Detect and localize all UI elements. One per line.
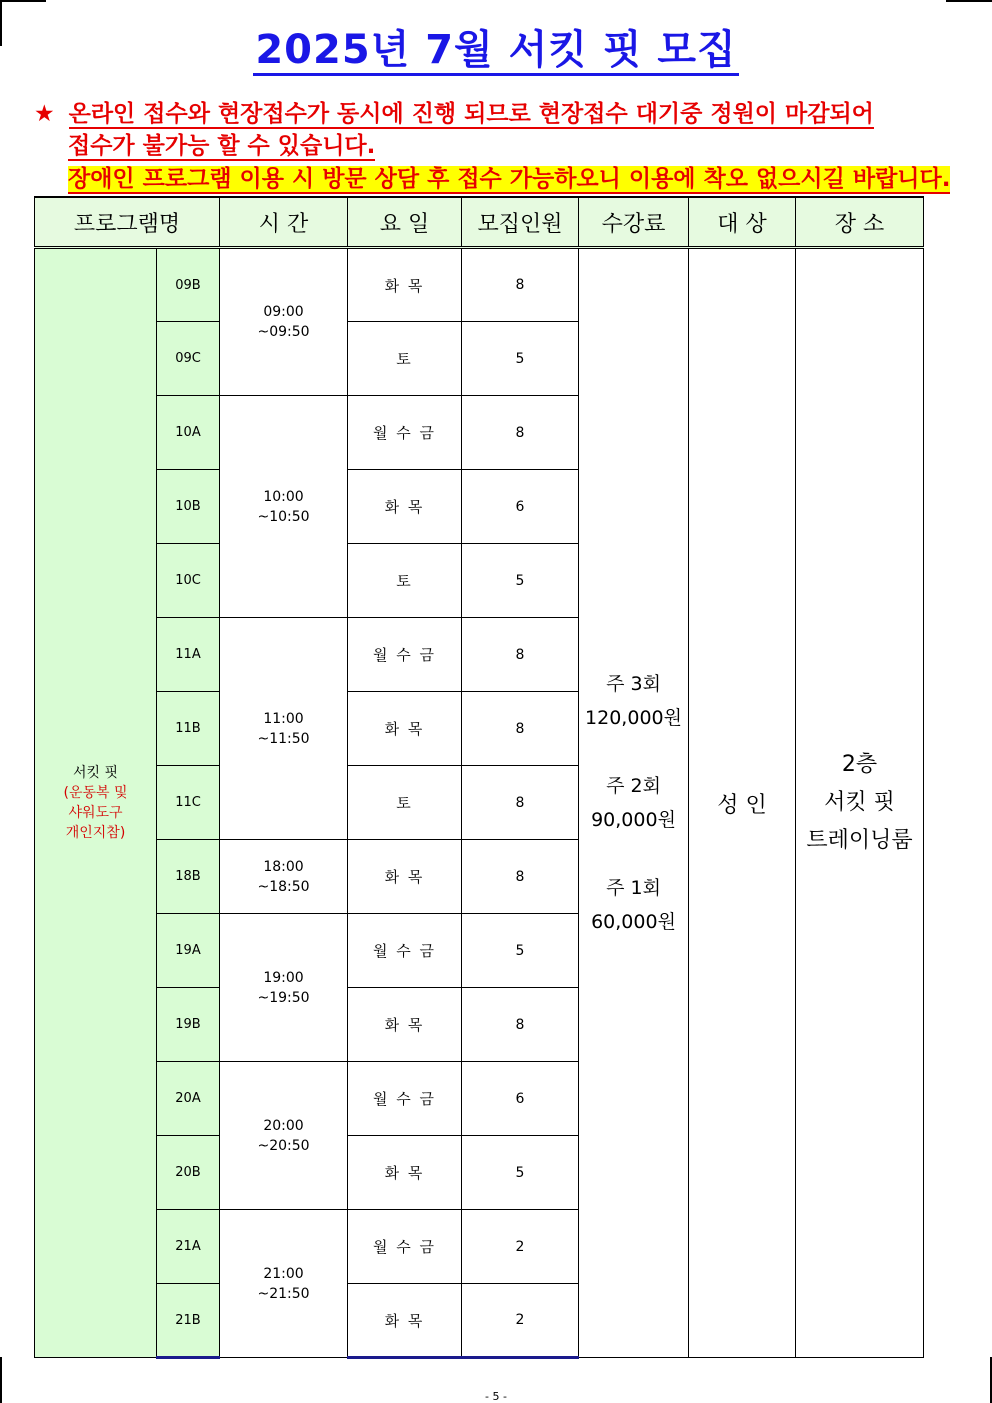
capacity-cell: 8 xyxy=(462,840,579,914)
time-cell: 20:00 ~20:50 xyxy=(220,1062,348,1210)
capacity-cell: 5 xyxy=(462,544,579,618)
class-code: 10C xyxy=(157,544,220,618)
capacity-cell: 2 xyxy=(462,1284,579,1358)
crop-mark xyxy=(946,0,992,2)
fee-label: 주 3회 xyxy=(606,673,661,695)
days-cell: 토 xyxy=(348,766,462,840)
time-cell: 21:00 ~21:50 xyxy=(220,1210,348,1358)
page-number: - 5 - xyxy=(485,1390,507,1403)
fee-label: 주 1회 xyxy=(606,877,661,899)
class-code: 18B xyxy=(157,840,220,914)
class-code: 19B xyxy=(157,988,220,1062)
header-time: 시 간 xyxy=(220,197,348,248)
capacity-cell: 8 xyxy=(462,248,579,322)
days-cell: 월 수 금 xyxy=(348,914,462,988)
page-title: 2025년 7월 서킷 핏 모집 xyxy=(0,26,992,74)
days-cell: 월 수 금 xyxy=(348,1062,462,1136)
fee-price: 90,000원 xyxy=(591,809,676,831)
capacity-cell: 5 xyxy=(462,1136,579,1210)
capacity-cell: 6 xyxy=(462,1062,579,1136)
class-code: 21B xyxy=(157,1284,220,1358)
program-note: (운동복 및 xyxy=(63,785,128,801)
header-target: 대 상 xyxy=(689,197,796,248)
place-cell: 2층 서킷 핏 트레이닝룸 xyxy=(796,248,924,1358)
time-cell: 11:00 ~11:50 xyxy=(220,618,348,840)
class-code: 11A xyxy=(157,618,220,692)
days-cell: 월 수 금 xyxy=(348,618,462,692)
program-note: 개인지참) xyxy=(65,825,126,841)
days-cell: 화 목 xyxy=(348,1136,462,1210)
capacity-cell: 5 xyxy=(462,914,579,988)
capacity-cell: 8 xyxy=(462,766,579,840)
capacity-cell: 8 xyxy=(462,396,579,470)
fee-price: 60,000원 xyxy=(591,911,676,933)
time-cell: 18:00 ~18:50 xyxy=(220,840,348,914)
header-capacity: 모집인원 xyxy=(462,197,579,248)
notice-line-3: 장애인 프로그램 이용 시 방문 상담 후 접수 가능하오니 이용에 착오 없으시길 바랍니다. xyxy=(68,166,951,192)
crop-mark xyxy=(0,0,46,2)
time-cell: 10:00 ~10:50 xyxy=(220,396,348,618)
star-icon: ★ xyxy=(34,101,55,127)
header-program: 프로그램명 xyxy=(35,197,220,248)
class-code: 21A xyxy=(157,1210,220,1284)
time-cell: 09:00 ~09:50 xyxy=(220,248,348,396)
class-code: 09B xyxy=(157,248,220,322)
notice-line-2: 접수가 불가능 할 수 있습니다. xyxy=(68,133,376,159)
schedule-table xyxy=(34,196,924,1359)
days-cell: 토 xyxy=(348,322,462,396)
notice-line-1: ★ 온라인 접수와 현장접수가 동시에 진행 되므로 현장접수 대기중 정원이 마감되어 xyxy=(34,101,874,127)
class-code: 11B xyxy=(157,692,220,766)
capacity-cell: 8 xyxy=(462,692,579,766)
time-cell: 19:00 ~19:50 xyxy=(220,914,348,1062)
days-cell: 화 목 xyxy=(348,692,462,766)
class-code: 09C xyxy=(157,322,220,396)
days-cell: 화 목 xyxy=(348,840,462,914)
header-fee: 수강료 xyxy=(579,197,689,248)
fee-price: 120,000원 xyxy=(585,707,682,729)
days-cell: 화 목 xyxy=(348,1284,462,1358)
header-place: 장 소 xyxy=(796,197,924,248)
class-code: 20B xyxy=(157,1136,220,1210)
header-row xyxy=(35,197,924,248)
program-note: 샤워도구 xyxy=(68,805,123,821)
fee-cell xyxy=(579,248,689,1358)
days-cell: 화 목 xyxy=(348,248,462,322)
class-code: 10A xyxy=(157,396,220,470)
program-name-cell xyxy=(35,248,157,1358)
capacity-cell: 8 xyxy=(462,618,579,692)
days-cell: 월 수 금 xyxy=(348,1210,462,1284)
capacity-cell: 6 xyxy=(462,470,579,544)
header-days: 요 일 xyxy=(348,197,462,248)
days-cell: 토 xyxy=(348,544,462,618)
class-code: 11C xyxy=(157,766,220,840)
target-cell: 성 인 xyxy=(689,248,796,1358)
table-row xyxy=(35,248,924,322)
capacity-cell: 5 xyxy=(462,322,579,396)
capacity-cell: 2 xyxy=(462,1210,579,1284)
class-code: 19A xyxy=(157,914,220,988)
class-code: 10B xyxy=(157,470,220,544)
days-cell: 화 목 xyxy=(348,988,462,1062)
days-cell: 화 목 xyxy=(348,470,462,544)
fee-label: 주 2회 xyxy=(606,775,661,797)
class-code: 20A xyxy=(157,1062,220,1136)
capacity-cell: 8 xyxy=(462,988,579,1062)
program-name: 서킷 핏 xyxy=(72,765,119,781)
days-cell: 월 수 금 xyxy=(348,396,462,470)
